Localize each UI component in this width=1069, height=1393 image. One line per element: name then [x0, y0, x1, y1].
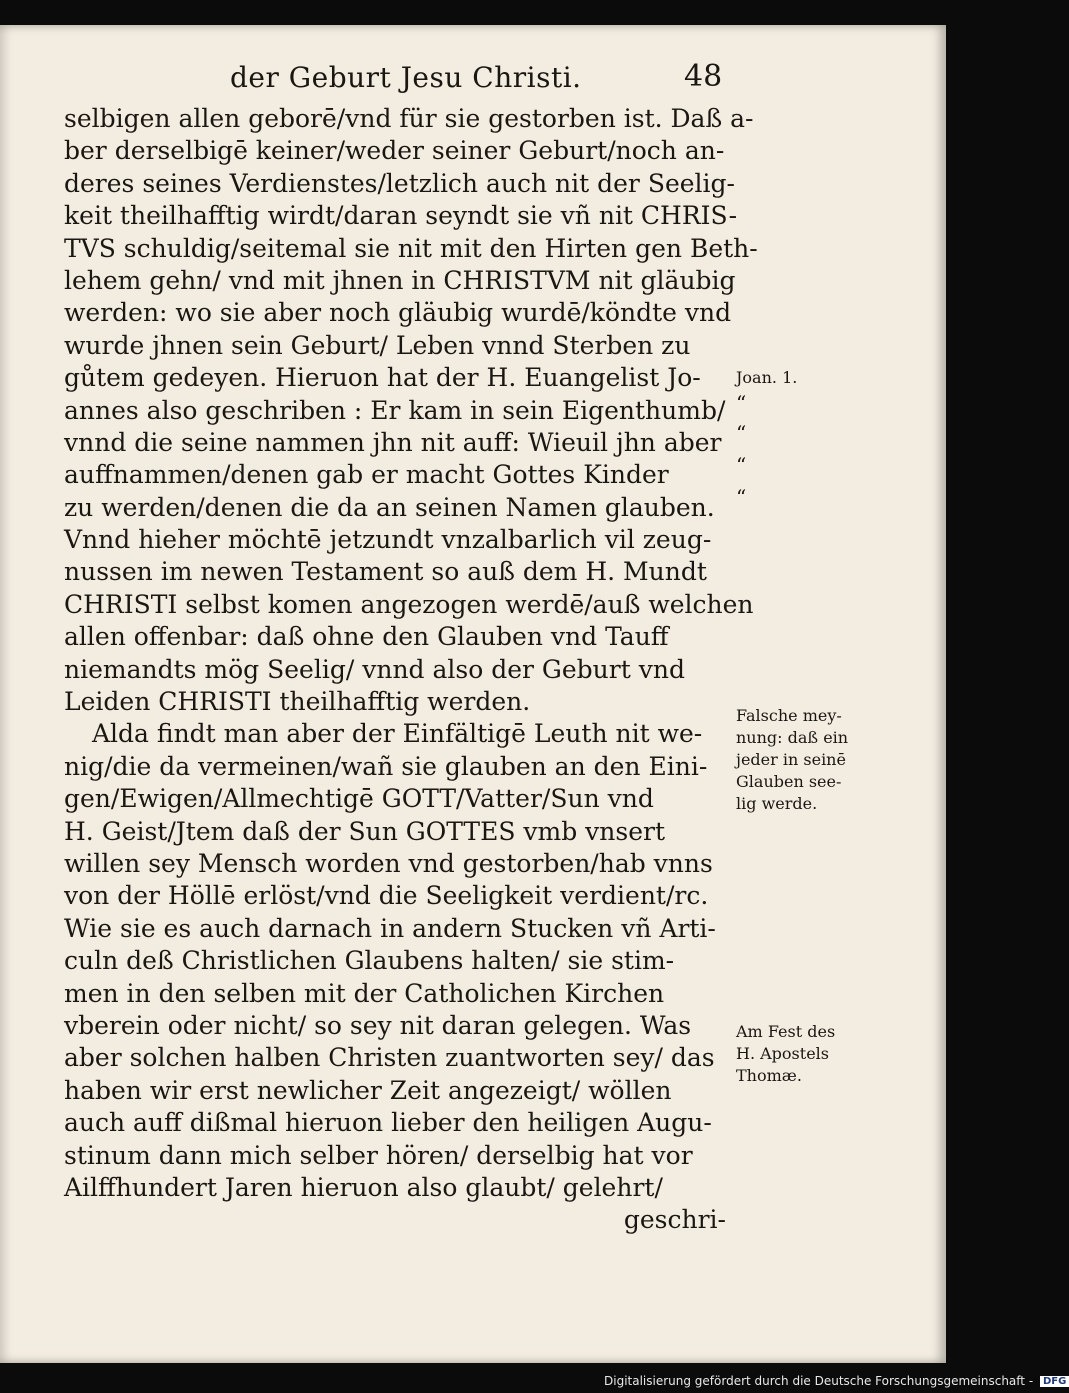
text-line: lehem gehn/ vnd mit jhnen in CHRISTVM nit gläubig	[64, 265, 736, 295]
text-line: willen sey Mensch worden vnd gestorben/hab vnns	[64, 848, 713, 878]
text-line: TVS schuldig/seitemal sie nit mit den Hirten gen Beth-	[64, 233, 758, 263]
text-line: selbigen allen geborē/vnd für sie gestorben ist. Daß a-	[64, 104, 754, 133]
text-line: keit theilhafftig wirdt/daran seyndt sie vñ nit CHRIS-	[64, 201, 738, 231]
text-line: culn deß Christlichen Glaubens halten/ sie stim-	[64, 946, 675, 976]
text-line: men in den selben mit der Catholichen Kirchen	[64, 978, 665, 1008]
quotation-mark: “	[736, 453, 747, 477]
text-line: von der Höllē erlöst/vnd die Seeligkeit verdient/rc.	[64, 881, 709, 911]
page-number: 48	[684, 59, 723, 94]
text-line: nig/die da vermeinen/wañ sie glauben an den Eini-	[64, 751, 708, 781]
text-line: allen offenbar: daß ohne den Glauben vnd Tauff	[64, 622, 669, 652]
marginal-note-line: H. Apostels	[736, 1044, 829, 1063]
marginal-note-line: Glauben see-	[736, 772, 842, 791]
text-line: wurde jhnen sein Geburt/ Leben vnnd Sterben zu	[64, 330, 691, 360]
dfg-logo: DFG	[1040, 1376, 1069, 1387]
text-line: aber solchen halben Christen zuantworten sey/ das	[64, 1043, 715, 1073]
marginal-note-line: jeder in seinē	[736, 750, 846, 769]
marginal-note-feast	[736, 1021, 835, 1087]
text-line: deres seines Verdienstes/letzlich auch nit der Seelig-	[64, 168, 735, 198]
text-line: ber derselbigē keiner/weder seiner Geburt/noch an-	[64, 136, 725, 166]
text-line: niemandts mög Seelig/ vnnd also der Geburt vnd	[64, 654, 685, 684]
text-line: Wie sie es auch darnach in andern Stucken vñ Arti-	[64, 913, 716, 943]
book-page	[0, 25, 946, 1363]
funding-credit	[604, 1374, 1069, 1388]
funding-credit-text: Digitalisierung gefördert durch die Deutsche Forschungsgemeinschaft -	[604, 1374, 1034, 1388]
quotation-mark: “	[736, 391, 747, 415]
running-head: der Geburt Jesu Christi.	[230, 61, 582, 94]
text-line: CHRISTI selbst komen angezogen werdē/auß welchen	[64, 589, 754, 619]
marginal-note-line: Thomæ.	[736, 1066, 802, 1085]
marginal-note-line: Falsche mey-	[736, 706, 842, 725]
marginal-note-line: nung: daß ein	[736, 728, 849, 747]
text-line: nussen im newen Testament so auß dem H. Mundt	[64, 557, 707, 587]
text-line: Vnnd hieher möchtē jetzundt vnzalbarlich vil zeug-	[64, 525, 712, 555]
text-line: auffnammen/denen gab er macht Gottes Kinder	[64, 460, 669, 490]
marginal-note-false-opinion	[736, 705, 848, 815]
catchword: geschri-	[623, 1205, 726, 1235]
text-line: haben wir erst newlicher Zeit angezeigt/ wöllen	[64, 1075, 672, 1105]
text-line: gen/Ewigen/Allmechtigē GOTT/Vatter/Sun vnd	[64, 784, 654, 814]
text-line: vnnd die seine nammen jhn nit auff: Wieuil jhn aber	[64, 427, 722, 457]
quotation-mark: “	[736, 485, 747, 509]
quotation-mark: “	[736, 421, 747, 445]
text-line: stinum dann mich selber hören/ derselbig hat vor	[64, 1140, 693, 1170]
text-line: werden: wo sie aber noch gläubig wurdē/köndte vnd	[64, 298, 732, 328]
text-line: H. Geist/Jtem daß der Sun GOTTES vmb vnsert	[64, 816, 666, 846]
marginal-note-line: lig werde.	[736, 794, 818, 813]
text-line: gůtem gedeyen. Hieruon hat der H. Euangelist Jo-	[64, 363, 701, 393]
body-text	[64, 103, 758, 1237]
text-line: auch auff dißmal hieruon lieber den heiligen Augu-	[64, 1108, 712, 1138]
text-line: vberein oder nicht/ so sey nit daran gelegen. Was	[64, 1010, 692, 1040]
text-line: zu werden/denen die da an seinen Namen glauben.	[64, 492, 715, 522]
text-line: annes also geschriben : Er kam in sein Eigenthumb/	[64, 395, 726, 425]
text-line: Leiden CHRISTI theilhafftig werden.	[64, 687, 531, 717]
text-line: Ailffhundert Jaren hieruon also glaubt/ gelehrt/	[64, 1172, 663, 1202]
marginal-note-citation: Joan. 1.	[736, 368, 798, 387]
marginal-note-line: Am Fest des	[736, 1022, 836, 1041]
text-line: Alda findt man aber der Einfältigē Leuth nit we-	[92, 719, 703, 749]
